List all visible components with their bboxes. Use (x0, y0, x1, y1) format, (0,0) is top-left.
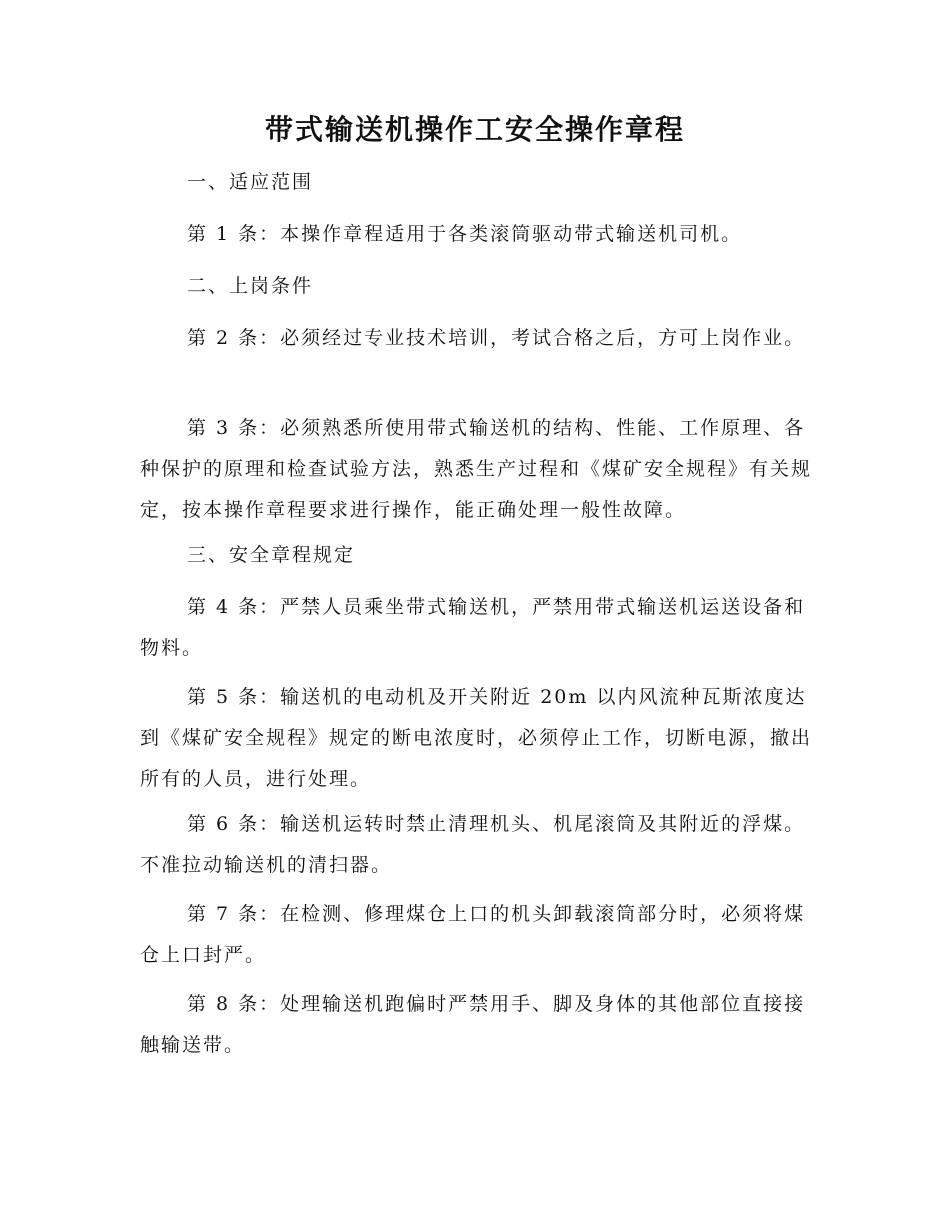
article-6: 第 6 条：输送机运转时禁止清理机头、机尾滚筒及其附近的浮煤。不准拉动输送机的清扫器。 (140, 813, 806, 876)
article-1: 第 1 条：本操作章程适用于各类滚筒驱动带式输送机司机。 (187, 223, 743, 245)
document-title: 带式输送机操作工安全操作章程 (264, 113, 685, 146)
section-heading-safety: 三、安全章程规定 (187, 544, 356, 566)
article-5: 第 5 条：输送机的电动机及开关附近 20m 以内风流种瓦斯浓度达到《煤矿安全规程》规定的断电浓度时，必须停止工作，切断电源，撤出所有的人员，进行处理。 (140, 686, 813, 790)
section-heading-requirements: 二、上岗条件 (187, 275, 314, 297)
article-7: 第 7 条：在检测、修理煤仓上口的机头卸载滚筒部分时，必须将煤仓上口封严。 (140, 903, 806, 966)
article-8: 第 8 条：处理输送机跑偏时严禁用手、脚及身体的其他部位直接接触输送带。 (140, 993, 806, 1056)
article-2: 第 2 条：必须经过专业技术培训，考试合格之后，方可上岗作业。 (187, 327, 806, 349)
article-4: 第 4 条：严禁人员乘坐带式输送机，严禁用带式输送机运送设备和物料。 (140, 596, 806, 659)
section-heading-scope: 一、适应范围 (187, 171, 314, 193)
article-3: 第 3 条：必须熟悉所使用带式输送机的结构、性能、工作原理、各种保护的原理和检查试验方法，熟悉生产过程和《煤矿安全规程》有关规定，按本操作章程要求进行操作，能正确处理一般性故障。 (140, 417, 813, 521)
